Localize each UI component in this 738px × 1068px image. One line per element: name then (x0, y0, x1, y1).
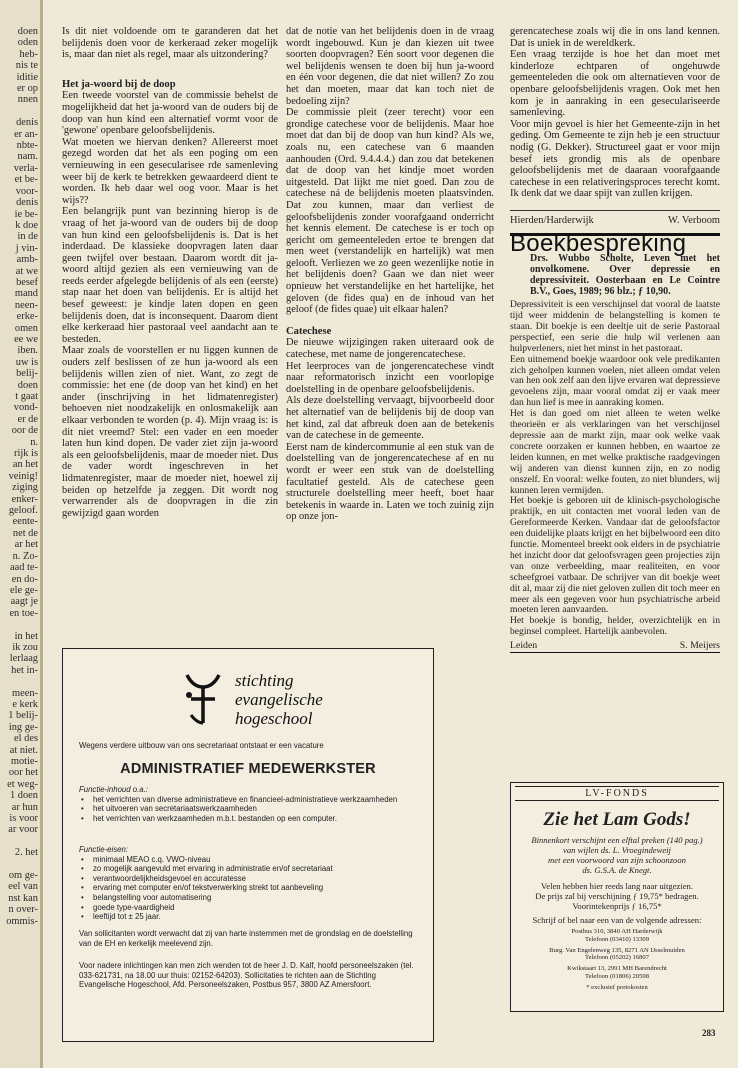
section-label: Functie-eisen: (79, 845, 128, 854)
list-item: • het verrichten van werkzaamheden m.b.t. bestanden op een computer. (89, 814, 419, 824)
lv-fonds-advertisement (510, 782, 724, 1012)
gutter-line: doen (17, 26, 38, 37)
gutter-line: n. (30, 436, 38, 448)
functie-list (79, 795, 419, 824)
paragraph: Een uitnemend boekje waardoor ook vele predikanten zich geholpen kunnen voelen, niet alleen omdat velen van hen ook zelf aan den lijve ervaren wat depressieve gevoelens zijn, maar vooral omdat zij er vaak meer dan hun lief is mee in aanraking komen. (510, 353, 720, 409)
gutter-line: in de (17, 231, 38, 243)
gutter-line: ar hun (11, 801, 38, 813)
ad-line: met een voorwoord van zijn schoonzoon (548, 855, 686, 865)
author-signature (510, 215, 720, 227)
paragraph: Het boekje is geboren uit de klinisch-psychologische praktijk, en uit contacten met vooral leden van de Gereformeerde Kerken. Vandaar dat de geloofsfactor een duidelijke plaats krijgt en het bijbelwoord een dito functie. Momenteel breekt ook elders in de psychiatrie het inzicht door dat geloofsvragen geen projecties zijn van onze verbeelding, maar realiteiten, en voor scheefgroei vatbaar. De schrijver van dit boekje weet dit al, maar zij die niet geloven zullen dit toch meer en meer als een gegeven voor hun psychiatrische arbeid moeten leren aanvaarden. (510, 495, 720, 616)
phone: Telefoon (03410) 13309 (585, 935, 649, 943)
gutter-line: et be- (14, 174, 38, 186)
gutter-line: lerlaag (9, 653, 38, 665)
list-item: • ervaring met computer en/of tekstverwerking strekt tot aanbeveling (89, 883, 419, 893)
book-review (510, 229, 720, 654)
footnote: * exclusief portokosten (586, 983, 648, 991)
gutter-line (0, 106, 38, 117)
paragraph: Voor mijn gevoel is hier het Gemeente-zijn in het geding. Om Gemeente te zijn heb je een structuur nodig (G. Dekker). Structureel gaat er voor mijn besef iets grondig mis als de openbare geloofsbelijdenis met de daaraan voorafgaande catechese in een relativeringsproces terecht komt. Ik denk dat we daar spijt van zullen krijgen. (510, 118, 720, 200)
gutter-line: iditie (16, 71, 38, 83)
gutter-line: eel van (8, 881, 38, 893)
phone: Telefoon (01806) 20598 (585, 972, 649, 980)
signature-name: S. Meijers (679, 640, 720, 652)
gutter-line: ele ge- (10, 584, 38, 596)
paragraph: Een vraag terzijde is hoe het dan moet met kinderloze echtparen of ongehuwde gemeenteleden die ook om alternatieven voor de openbare geloofsbelijdenis vragen. Ook met hen kom je in aanraking in een geseculariseerde samenleving. (510, 49, 720, 119)
gutter-text (0, 26, 38, 927)
vacancy-title: ADMINISTRATIEF MEDEWERKSTER (120, 761, 376, 777)
gutter-line: j vin- (15, 242, 38, 254)
paragraph: dat de notie van het belijdenis doen in de vraag wordt ingebouwd. Kun je dan kiezen uit twee soorten doopvragen? Eén soort voor degenen die wel belijdenis wensen te doen bij hun ja-woord en één voor degenen, die dat niet willen? Zo zou het dan moeten, maar dat kan toch niet de bedoeling zijn? (286, 26, 494, 107)
gutter-line: uw is (15, 356, 38, 368)
gutter-line: iben. (17, 345, 38, 357)
address: Postbus 310, 3840 AH Harderwijk (571, 928, 663, 935)
gutter-line: nnen (17, 94, 38, 106)
gutter-line: et weg- (7, 778, 38, 790)
ad-intro: Wegens verdere uitbouw van ons secretariaat ontstaat er een vacature (79, 741, 324, 750)
lv-fonds-bar: LV-FONDS (515, 786, 719, 801)
signature-name: W. Verboom (668, 214, 720, 226)
gutter-line: en do- (11, 573, 38, 585)
gutter-line: e kerk (12, 698, 38, 710)
paragraph: Eerst nam de kindercommunie al een stuk van de doelstelling van de jongerencatechese af en nu wordt er weer een stuk van de doelstelling facultatief gesteld. Als de catechese geen structurele doelstelling meer heeft, boet haar betekenis in waarde in. Laten we toch zuinig zijn op onze jon- (286, 441, 494, 523)
gutter-line: nst kan (8, 892, 38, 904)
section-heading: Het ja-woord bij de doop (62, 78, 176, 90)
gutter-line (0, 619, 38, 630)
gutter-line: 2. het (14, 847, 38, 859)
gutter-line (0, 676, 38, 687)
paragraph: De nieuwe wijzigingen raken uiteraard ook de catechese, met name de jongerencatechese. (286, 337, 494, 361)
ehs-logo-text (235, 671, 323, 728)
gutter-line (0, 859, 38, 870)
gutter-line: er op (16, 83, 38, 95)
gutter-line: doen (17, 379, 38, 391)
functie-inhoud (79, 785, 419, 823)
gutter-line: erke- (16, 311, 38, 323)
gutter-line: n. Zo- (12, 550, 38, 562)
functie-eisen (79, 845, 419, 922)
gutter-line: aagt je (10, 596, 38, 608)
gutter-line: oor het (8, 767, 38, 779)
paragraph: Is dit niet voldoende om te garanderen dat het belijdenis doen voor de kerkeraad zeker mogelijk is, maar dan niet als regel, maar als uitzondering? (62, 26, 278, 61)
gutter-line: amb- (16, 254, 38, 266)
gutter-line: meen- (12, 687, 38, 699)
gutter-line: ommis- (6, 915, 38, 927)
list-item: • minimaal MEAO c.q. VWO-niveau (89, 855, 419, 865)
list-item: • zo mogelijk aangevuld met ervaring in administratie en/of secretariaat (89, 864, 419, 874)
signature-place: Hierden/Harderwijk (510, 214, 594, 226)
gutter-line: veinig! (8, 470, 38, 482)
phone: Telefoon (05202) 16807 (585, 954, 649, 962)
logo-line: stichting (235, 671, 294, 690)
gutter-line: n over- (8, 904, 38, 916)
paragraph: Wat moeten we hiervan denken? Allereerst moet gezegd worden dat het als een poging om een vernieuwing in een gesecularisee rde samenleving weer bij de kerk te betrekken gewaardeerd dient te worden. Ik heb daar wel oog voor. Maar is het wijs?? (62, 136, 278, 206)
gutter-line: belij- (16, 368, 38, 380)
page-number: 283 (702, 1028, 716, 1038)
paragraph: Het is dan goed om niet alleen te weten welke theorieën er als verklaringen van het verschijnsel depressie aan de markt zijn, maar ook welke vaak concrete oorzaken er kunnen hebben, en waartoe ze leiden kunnen, en met welke praktische raadgevingen wij anderen van dienst kunnen zijn, en zo nodig onszelf. En vooral: welke fouten, zo niet blunders, wij kunnen leren vermijden. (510, 408, 720, 496)
preorder-price: Voorintekenprijs ƒ 16,75* (572, 901, 662, 911)
gutter-line: er de (17, 413, 38, 425)
previous-page-gutter (0, 0, 43, 1068)
section-label: Functie-inhoud o.a.: (79, 785, 148, 794)
gutter-line: oor de (11, 425, 38, 437)
gutter-line: enker- (11, 493, 38, 505)
logo-line: hogeschool (235, 709, 313, 728)
paragraph: Een belangrijk punt van bezinning hierop is de vraag of het ja-woord van de ouders bij de doop van hun kind een geloofsbelijdenis is. Dat is het inderdaad. De klassieke doopvragen laten daar geen twijfel over bestaan. Daarom wordt dit ja-woord altijd gezien als een vernieuwing van de reeds eerder afgelegde belijdenis of als een (eerste) stap naar het doen van belijdenis. Er is altijd het besef geweest: je kindje laten dopen en geen belijdenis doen, dat is inconsequent. Daarom dient elke kerkeraad hier pastoraal veel aandacht aan te besteden. (62, 206, 278, 345)
paragraph: Het boekje is bondig, helder, overzichtelijk en in beginsel compleet. Hartelijk aanbevolen. (510, 615, 720, 638)
gutter-line: denis (16, 197, 38, 209)
gutter-line: at we (15, 265, 38, 277)
gutter-line: ie be- (14, 208, 38, 220)
article-column-1 (62, 26, 278, 519)
gutter-line: in het (14, 630, 38, 642)
ad-line: ds. G.S.A. de Knegt. (582, 865, 652, 875)
list-item: • verantwoordelijkheidsgevoel en accuratesse (89, 874, 419, 884)
article-column-2 (286, 26, 494, 523)
gutter-line: het in- (11, 664, 38, 676)
gutter-line (0, 836, 38, 847)
gutter-line: 1 doen (10, 790, 38, 802)
list-item: • belangstelling voor automatisering (89, 893, 419, 903)
paragraph: Het leerproces van de jongerencatechese vindt naar reformatorisch inzicht een voorlopige doelstelling in de openbare geloofsbelijdenis. (286, 360, 494, 395)
book-title: Zie het Lam Gods! (543, 809, 691, 830)
gutter-line: omen (14, 322, 38, 334)
gutter-line: en toe- (9, 607, 38, 619)
gutter-line: ik zou (12, 641, 38, 653)
gutter-line: denis (16, 117, 38, 129)
gutter-line: rijk is (14, 448, 38, 460)
paragraph: De commissie pleit (zeer terecht) voor een grondige catechese voor de belijdenis. Maar hoe moet dat dan bij de doop van hun kind? Als we, zoals nu, een catechese van 6 maanden aanhouden (Ord. 9.4.4.4.) dan zou dat betekenen dat de doop van het kindje moet worden uitgesteld. Dat lijkt me niet goed. Dan zou de catechese ná de belijdenis moeten plaatsvinden. Dat zou kunnen, maar dan verliest de geloofsbelijdenis zonder voorafgaand onderricht het kennis element. De catechese is er toch op gericht om gemeenteleden ertoe te brengen dat men weet (verstandelijk en hartelijk) wat men gelooft. Verliezen we zo geen wezenlijke notie in het belijdenis doen? Gaan we dan niet weer opnieuw het verstandelijke en het hartelijke, het geloven (de fides qua) en de inhoud van het geloof (de fides quae) uit elkaar halen? (286, 107, 494, 316)
signature-place: Leiden (510, 640, 538, 652)
section-heading: Catechese (286, 325, 332, 337)
address: Burg. Van Engelenweg 135, 8271 AN IJsselmuiden (549, 946, 685, 954)
gutter-line: an het (12, 459, 38, 471)
gutter-line: ee we (14, 333, 38, 345)
gutter-line: nam. (17, 151, 38, 163)
review-heading: Boekbespreking (510, 229, 687, 257)
address: Kwikstaart 13, 2991 MH Barendrecht (567, 965, 667, 973)
paragraph: Maar zoals de voorstellen er nu liggen kunnen de ouders zelf beslissen of ze hun ja-woord als een belijdenis willen zien of niet. Want, zo zegt de commissie: het ene (de doop van het kind) en het ander (inschrijving in het lidmatenregister) behoeven niet noodzakelijk en onlosmakelijk aan elkaar verbonden te worden (p. 4). Mijn vraag is: is dit niet vreemd? Stel: een vader en een moeder laten hun kind dopen. De vader ziet zijn ja-woord als een geloofsbelijdenis, maar de moeder niet. Dus de vader wordt ingeschreven in het lidmatenregister, maar de moeder niet, hoewel zij beiden op hetzelfde ja zeggen. Dit wordt nog verwarrender als de doopvragen in die zin gewijzigd gaan worden (62, 345, 278, 519)
reviewer-signature (510, 641, 720, 652)
divider (510, 210, 720, 211)
gutter-line: heb- (19, 48, 38, 60)
gutter-line: 1 belij- (8, 710, 38, 722)
ad-line: Velen hebben hier reeds lang naar uitgezien. (541, 881, 693, 891)
list-item: • goede type-vaardigheid (89, 903, 419, 913)
gutter-line: geloof. (8, 505, 38, 517)
gutter-line: ar voor (8, 824, 38, 836)
gutter-line: net de (12, 527, 38, 539)
gutter-line: is voor (9, 813, 38, 825)
gutter-line: nbte- (16, 140, 38, 152)
gutter-line: verla- (13, 162, 38, 174)
gutter-line: motie- (10, 756, 38, 767)
list-item: • het verrichten van diverse administratieve en financieel-administratieve werkzaamheden (89, 795, 419, 805)
gutter-line: besef (16, 276, 38, 288)
gutter-line: voor- (15, 185, 38, 197)
gutter-line: el des (14, 733, 38, 745)
gutter-line: oden (17, 37, 38, 49)
ad-contact: Voor nadere inlichtingen kan men zich wenden tot de heer J. D. Kalf, hoofd personeelszaken (tel. 033-621731, na 18.00 uur thuis: 02152-64203). Sollicitaties te richten aan de Stichting Evangelische Hogeschool, Afd. Personeelszaken, Postbus 957, 3800 AZ Amersfoort. (79, 961, 414, 990)
paragraph: gerencatechese zoals wij die in ons land kennen. Dat is uniek in de wereldkerk. (510, 26, 720, 49)
gutter-line: eente- (12, 516, 38, 528)
gutter-line: vond- (13, 402, 38, 414)
gutter-line: neen- (14, 299, 38, 311)
gutter-line: at niet. (9, 744, 38, 756)
ehs-logo-icon (183, 671, 223, 727)
gutter-line: mand (14, 288, 38, 300)
list-item: • het uitvoeren van secretariaatswerkzaamheden (89, 804, 419, 814)
ad-line: Schrijf of bel naar een van de volgende adressen: (532, 915, 702, 925)
ehs-logo (143, 663, 363, 733)
gutter-line: er an- (14, 128, 38, 140)
eisen-list (79, 855, 419, 922)
gutter-line: ar het (14, 539, 38, 551)
gutter-line: ziging (12, 482, 38, 494)
gutter-line: nis te (15, 60, 38, 72)
book-reference: Drs. Wubbo Scholte, Leven met het onvolkomene. Over depressie en depressiviteit. Oosterbaan en Le Cointre B.V., Goes, 1989; 96 blz.; ƒ 10,90. (530, 253, 720, 298)
paragraph: Depressiviteit is een verschijnsel dat vooral de laatste tijd weer middenin de belangstelling is komen te staan. Dit boekje is een deeltje uit de serie Pastoraal perspectief, een serie die hulp wil verlenen aan hulpverleners, niet het minst in het pastoraat. (510, 299, 720, 354)
gutter-line: aad te- (10, 562, 38, 574)
ad-line: Binnenkort verschijnt een elftal preken (140 pag.) (531, 835, 703, 845)
price-line: De prijs zal bij verschijning ƒ 19,75* bedragen. (535, 891, 699, 901)
ad-line: van wijlen ds. L. Vroegindeweij (563, 845, 671, 855)
paragraph: Een tweede voorstel van de commissie behelst de mogelijkheid dat het ja-woord van de ouders bij de doop van hun kind een alternatief vormt voor de 'gewone' openbare geloofsbelijdenis. (62, 90, 278, 137)
logo-line: evangelische (235, 690, 323, 709)
ad-note: Van sollicitanten wordt verwacht dat zij van harte instemmen met de grondslag en de doelstelling van de EH en kerkelijk meelevend zijn. (79, 929, 413, 948)
review-body (510, 300, 720, 652)
gutter-line: om ge- (8, 870, 38, 882)
article-column-3 (510, 26, 720, 653)
paragraph: Als deze doelstelling vervaagt, bijvoorbeeld door het alternatief van de belijdenis bij de doop van het kind, zal dat afbreuk doen aan de betekenis van de catechese in de gemeente. (286, 395, 494, 442)
vacancy-advertisement (62, 648, 434, 1042)
gutter-line: k doe (15, 219, 38, 231)
gutter-line: t gaat (15, 391, 38, 402)
gutter-line: ing ge- (8, 721, 38, 733)
list-item: • leeftijd tot ± 25 jaar. (89, 912, 419, 922)
